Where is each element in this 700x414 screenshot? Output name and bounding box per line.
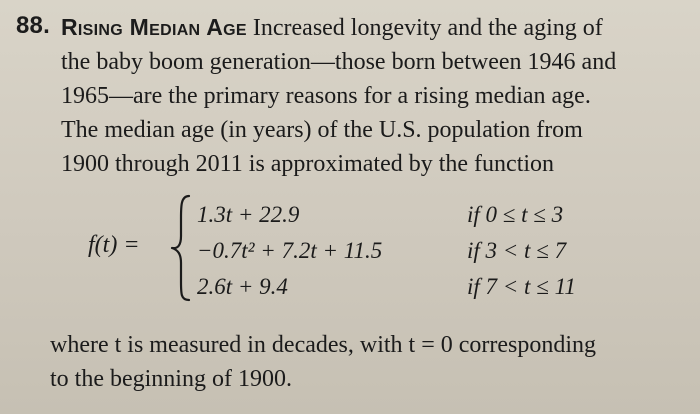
footer-line: where t is measured in decades, with t = 0 corresponding xyxy=(50,332,597,358)
intro-line: The median age (in years) of the U.S. population from xyxy=(61,117,583,143)
problem-statement xyxy=(61,10,686,181)
intro-line: the baby boom generation—those born between 1946 and xyxy=(61,49,617,75)
intro-line: Increased longevity and the aging of xyxy=(252,15,603,41)
case-condition: if 7 < t ≤ 11 xyxy=(467,274,576,299)
intro-line: 1900 through 2011 is approximated by the function xyxy=(61,151,555,177)
function-label: f(t) = xyxy=(88,232,140,258)
footer-line: to the beginning of 1900. xyxy=(50,366,292,392)
case-expression: 1.3t + 22.9 xyxy=(197,202,300,227)
intro-line: 1965—are the primary reasons for a rising median age. xyxy=(61,83,591,109)
variable-description xyxy=(50,328,680,396)
case-expression: −0.7t² + 7.2t + 11.5 xyxy=(197,238,383,263)
first-line xyxy=(61,10,686,45)
case-condition: if 3 < t ≤ 7 xyxy=(467,238,567,263)
left-brace-icon xyxy=(168,192,194,304)
problem-title: Rising Median Age xyxy=(61,14,247,40)
case-expression: 2.6t + 9.4 xyxy=(197,274,288,299)
case-condition: if 0 ≤ t ≤ 3 xyxy=(467,202,564,227)
problem-number: 88. xyxy=(16,12,50,39)
